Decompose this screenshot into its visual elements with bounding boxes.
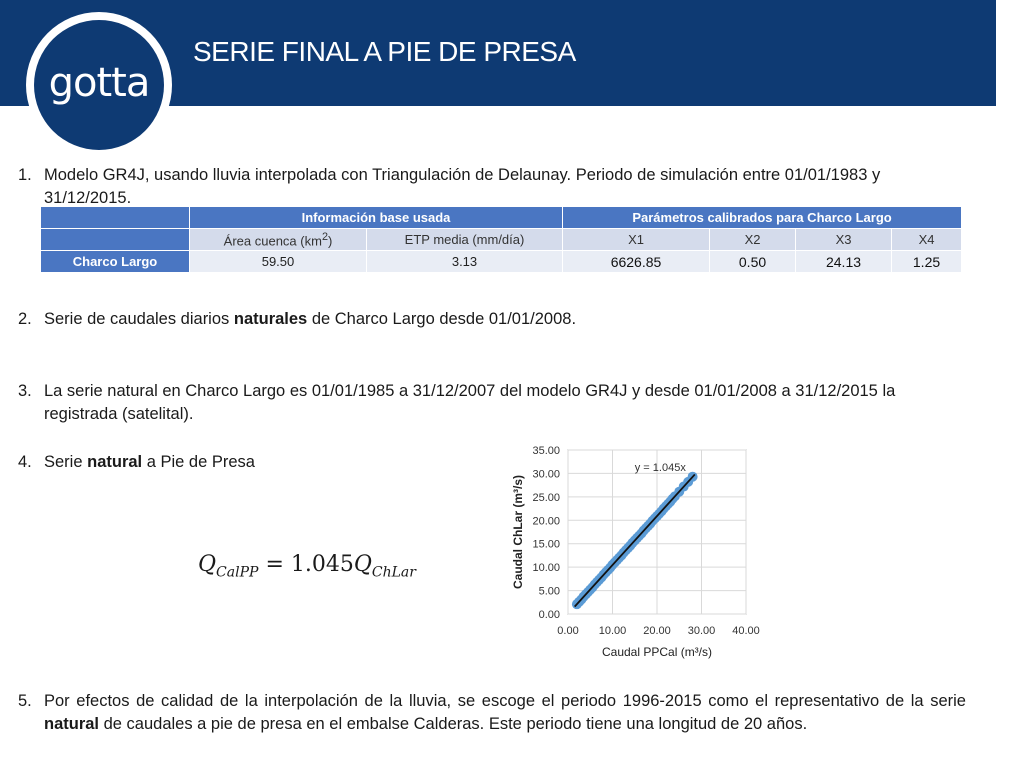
- item-number: 4.: [18, 453, 32, 471]
- col-header-etp: ETP media (mm/día): [367, 229, 563, 251]
- scatter-chart: [500, 438, 770, 663]
- y-tick-labels: [532, 445, 560, 621]
- y-tick-label: 5.00: [538, 585, 560, 598]
- x-axis-label: Caudal PPCal (m³/s): [601, 645, 713, 659]
- x-tick-labels: [557, 625, 759, 637]
- y-tick-label: 15.00: [532, 538, 560, 551]
- item-text: La serie natural en Charco Largo es 01/01/1985 a 31/12/2007 del modelo GR4J y desde 01/01/2008 a 31/12/2015 la registrada (satelital).: [44, 382, 896, 423]
- cell-x3: 24.13: [796, 251, 892, 273]
- table-group-header-row: [41, 207, 962, 229]
- col-header-x2: X2: [710, 229, 796, 251]
- item-text: Serie natural a Pie de Presa: [44, 453, 255, 471]
- trendline-label: y = 1.045x: [634, 462, 686, 475]
- slide-title: SERIE FINAL A PIE DE PRESA: [193, 36, 576, 67]
- y-tick-label: 20.00: [532, 515, 560, 528]
- cell-area: 59.50: [190, 251, 367, 273]
- item-text: Modelo GR4J, usando lluvia interpolada con Triangulación de Delaunay. Periodo de simulación entre 01/01/1983 y 31/12/2015.: [44, 166, 881, 207]
- group-header-parameters: Parámetros calibrados para Charco Largo: [563, 207, 962, 229]
- item-number: 3.: [18, 382, 32, 400]
- y-axis-label: Caudal ChLar (m³/s): [511, 474, 525, 590]
- col-header-x4: X4: [892, 229, 962, 251]
- group-header-base-info: Información base usada: [190, 207, 563, 229]
- item-number: 5.: [18, 692, 32, 710]
- formula: $Q_{CalPP} = 1.045Q_{ChLar}$: [198, 552, 416, 581]
- y-tick-label: 30.00: [532, 468, 560, 481]
- table-row: [41, 251, 962, 273]
- y-tick-label: 35.00: [532, 445, 560, 457]
- item-number: 2.: [18, 310, 32, 328]
- logo-text: gotta: [48, 60, 150, 106]
- col-header-x1: X1: [563, 229, 710, 251]
- x-tick-label: 40.00: [732, 625, 760, 637]
- cell-x1: 6626.85: [563, 251, 710, 273]
- table-corner-cell: [41, 207, 190, 229]
- col-header-area: Área cuenca $(km^2)$: [190, 229, 367, 251]
- y-tick-label: 10.00: [532, 562, 560, 575]
- cell-x2: 0.50: [710, 251, 796, 273]
- item-text: Serie de caudales diarios naturales de Charco Largo desde 01/01/2008.: [44, 310, 577, 328]
- x-tick-label: 10.00: [598, 625, 627, 637]
- y-tick-label: 0.00: [538, 609, 560, 621]
- item-text: Por efectos de calidad de la interpolación de la lluvia, se escoge el periodo 1996-2015 como el representativo de la serie natural de caudales a pie de presa en el embalse Calderas. Este periodo tiene una longitud de 20 años.: [44, 692, 966, 733]
- table-column-header-row: [41, 229, 962, 251]
- item-number: 1.: [18, 166, 32, 184]
- x-tick-label: 0.00: [557, 625, 579, 637]
- y-tick-label: 25.00: [532, 491, 560, 504]
- row-header-charco-largo: Charco Largo: [41, 251, 190, 273]
- table-blank-cell: [41, 229, 190, 251]
- x-tick-label: 20.00: [643, 625, 671, 637]
- cell-etp: 3.13: [367, 251, 563, 273]
- parameters-table: [40, 206, 962, 273]
- col-header-x3: X3: [796, 229, 892, 251]
- cell-x4: 1.25: [892, 251, 962, 273]
- x-tick-label: 30.00: [687, 625, 716, 637]
